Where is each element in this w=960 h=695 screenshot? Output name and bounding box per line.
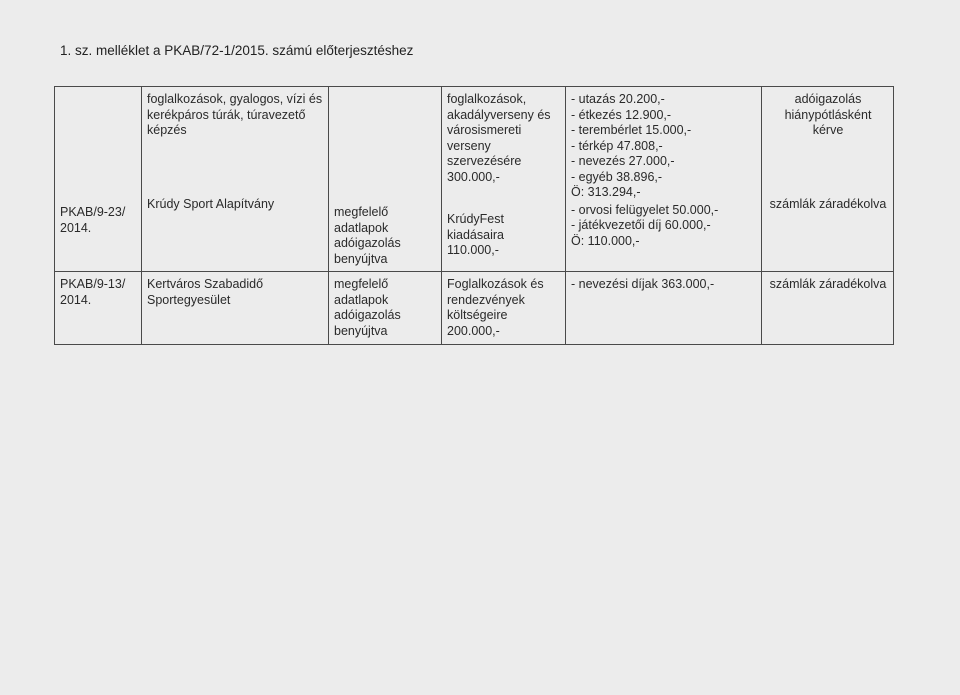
organization-cell (142, 272, 329, 345)
grant-table (54, 86, 894, 345)
costs-cell (566, 272, 762, 345)
purpose-main: foglalkozások, akadályverseny és városismereti verseny szervezésére 300.000,- (447, 92, 551, 184)
table-row (55, 87, 894, 272)
status-cell (762, 87, 894, 272)
organization-cell (142, 87, 329, 272)
costs-cell (566, 87, 762, 272)
purpose-fest: KrúdyFest kiadásaira 110.000,- (447, 212, 504, 257)
organization-name: Krúdy Sport Alapítvány (147, 196, 275, 211)
activity-description: foglalkozások, gyalogos, vízi és kerékpáros túrák, túravezető képzés (147, 92, 323, 137)
case-id: PKAB/9-13/ 2014. (60, 277, 126, 307)
purpose-cell (442, 272, 566, 345)
costs-fest: - orvosi felügyelet 50.000,- - játékvezetői díj 60.000,- Ö: 110.000,- (571, 202, 719, 248)
status-tax-cert: adóigazolás hiánypótlásként kérve (784, 92, 872, 137)
purpose-cell (442, 87, 566, 272)
documents-status: megfelelő adatlapok adóigazolás benyújtva (334, 277, 401, 338)
documents-status: megfelelő adatlapok adóigazolás benyújtva (334, 205, 401, 266)
case-id-cell (55, 87, 142, 272)
documents-cell (329, 272, 442, 345)
table-row (55, 272, 894, 345)
page-title: 1. sz. melléklet a PKAB/72-1/2015. számú előterjesztéshez (60, 43, 414, 58)
status-invoices: számlák záradékolva (769, 196, 887, 211)
organization-name: Kertváros Szabadidő Sportegyesület (147, 277, 264, 307)
case-id: PKAB/9-23/ 2014. (60, 205, 126, 235)
case-id-cell (55, 272, 142, 345)
purpose-main: Foglalkozások és rendezvények költségeire 200.000,- (447, 277, 544, 338)
documents-cell (329, 87, 442, 272)
status-invoices: számlák záradékolva (769, 277, 887, 291)
costs-main: - nevezési díjak 363.000,- (571, 277, 715, 291)
status-cell (762, 272, 894, 345)
costs-main: - utazás 20.200,- - étkezés 12.900,- - terembérlet 15.000,- - térkép 47.808,- - nevezés 27.000,- - egyéb 38.896,- Ö: 313.294,- (571, 92, 692, 199)
